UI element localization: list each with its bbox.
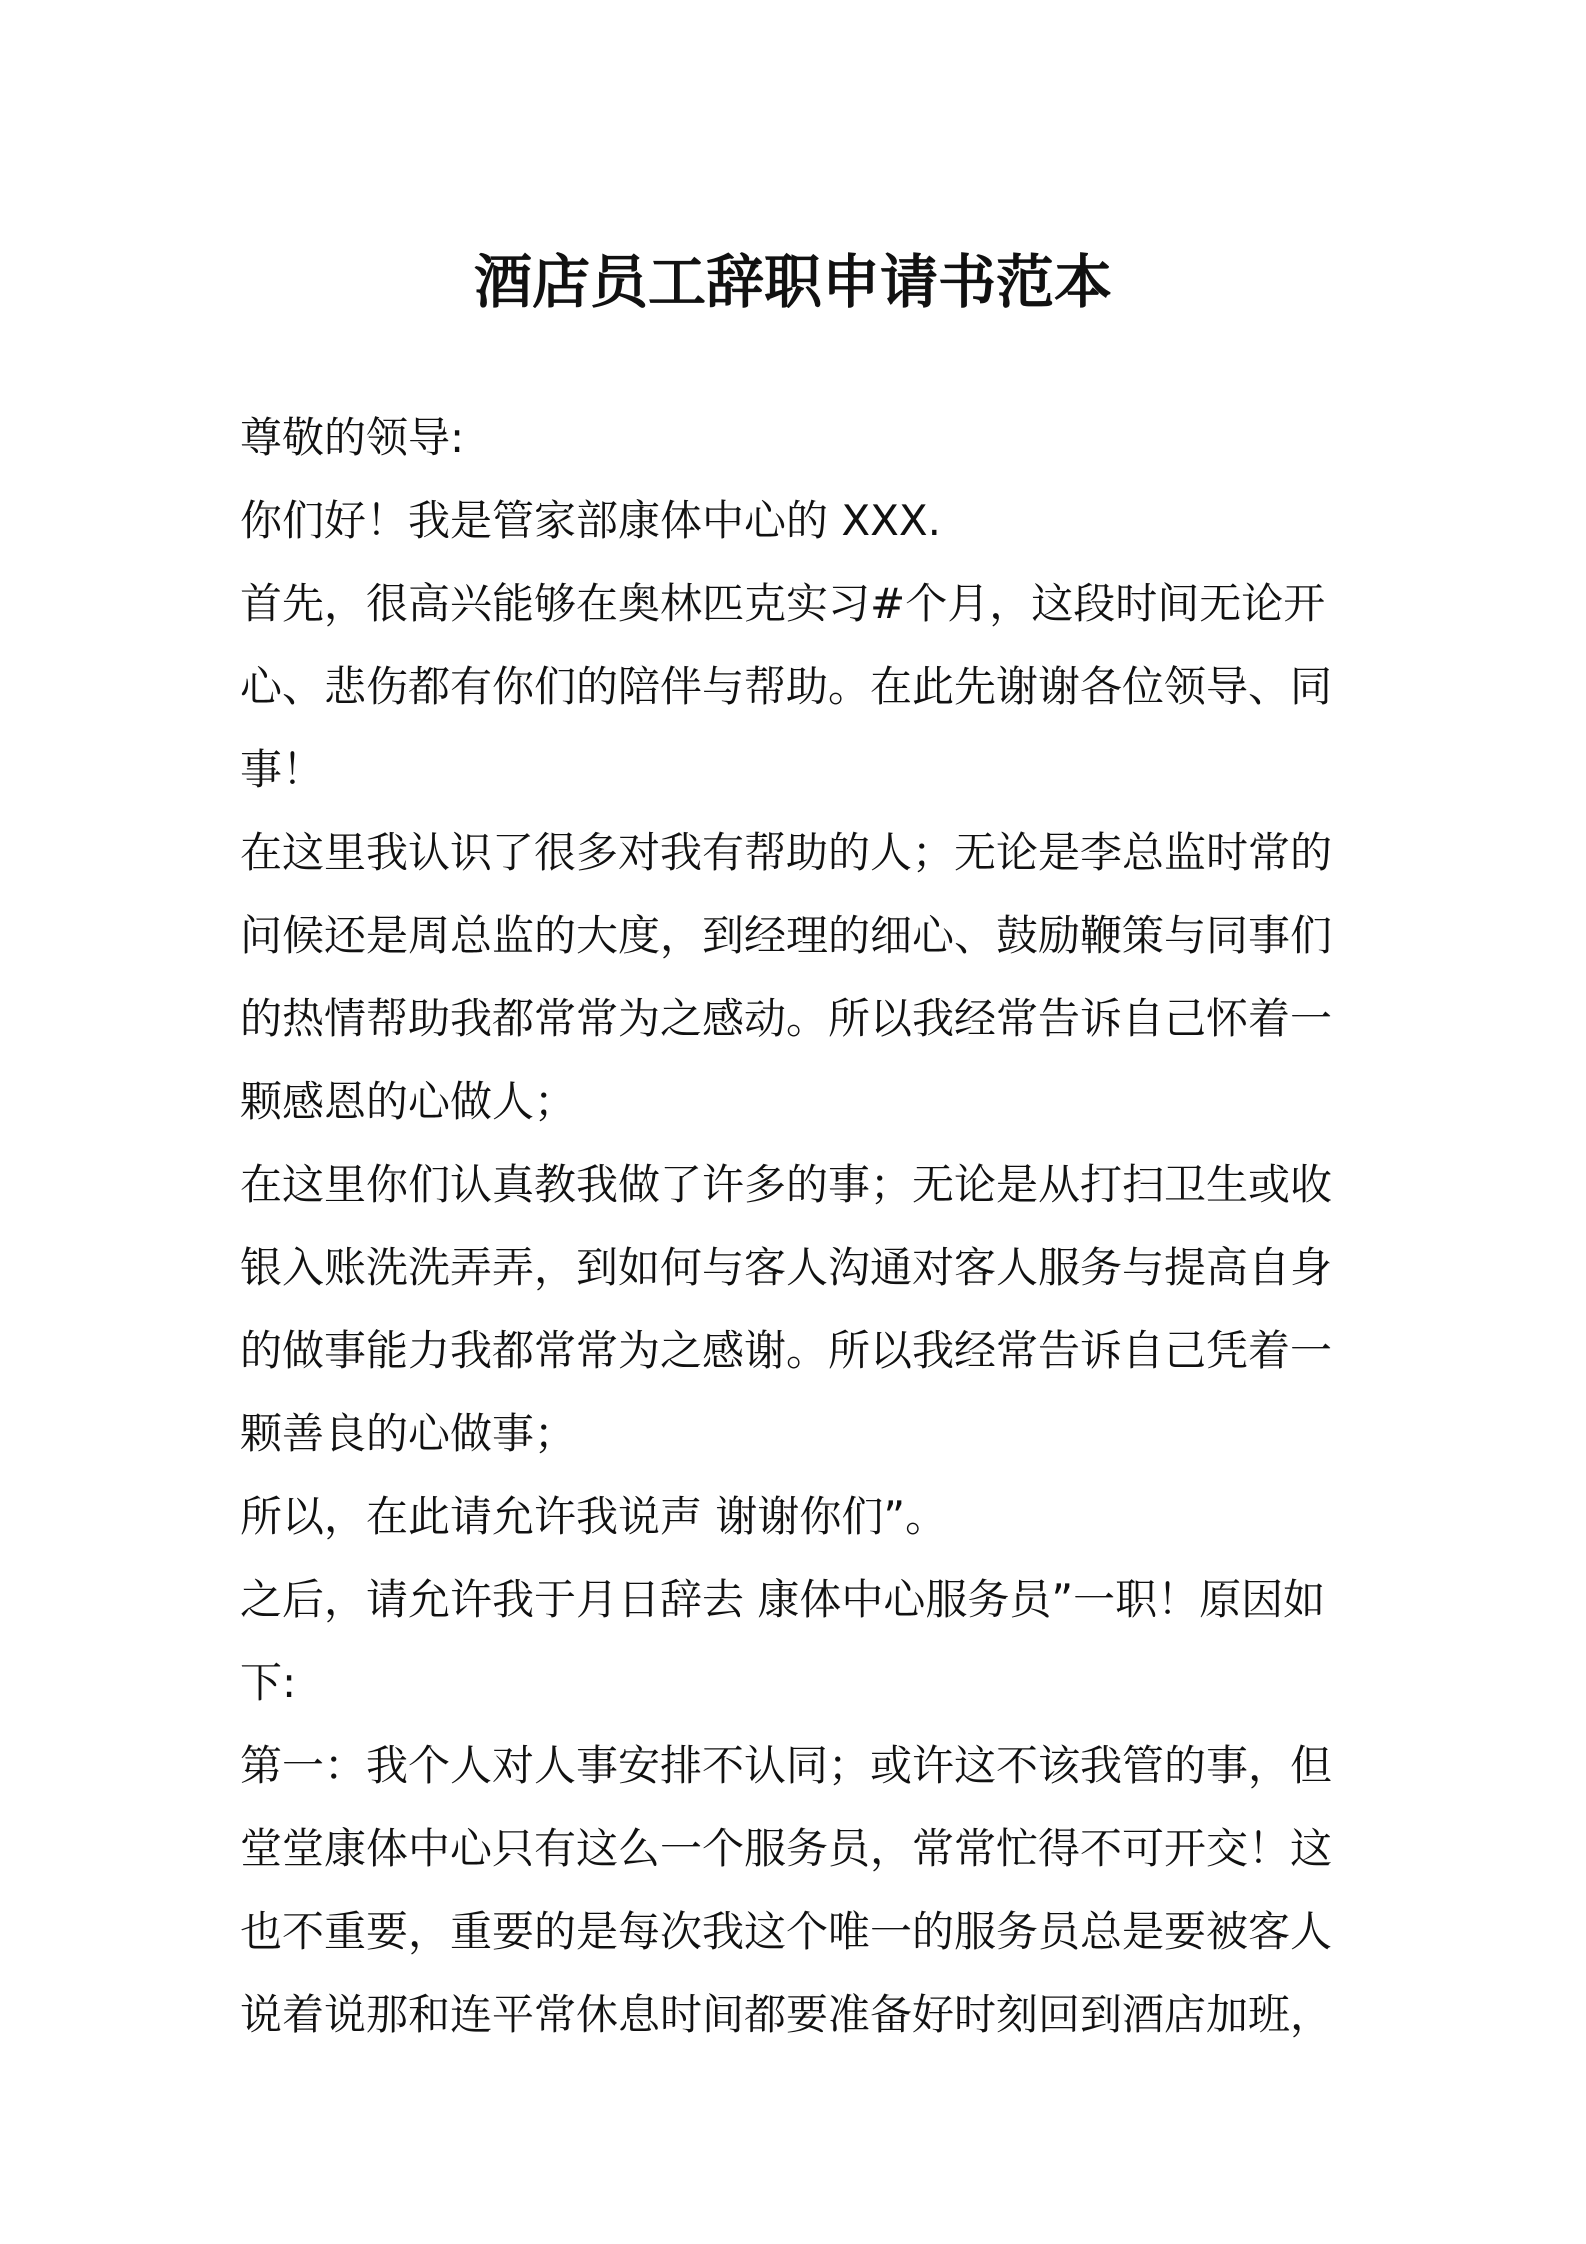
salutation-line: 尊敬的领导: [240, 413, 465, 462]
body-line: 首先，很高兴能够在奥林匹克实习#个月，这段时间无论开 [240, 579, 1326, 628]
document-title: 酒店员工辞职申请书范本 [473, 248, 1112, 316]
body-line: 问候还是周总监的大度，到经理的细心、鼓励鞭策与同事们 [240, 911, 1333, 960]
body-line: 在这里你们认真教我做了许多的事；无论是从打扫卫生或收 [240, 1160, 1333, 1209]
body-line: 银入账洗洗弄弄，到如何与客人沟通对客人服务与提高自身 [240, 1243, 1333, 1292]
body-line: 所以，在此请允许我说声 谢谢你们”。 [240, 1492, 948, 1541]
body-line: 心、悲伤都有你们的陪伴与帮助。在此先谢谢各位领导、同 [240, 662, 1333, 711]
body-line: 的做事能力我都常常为之感谢。所以我经常告诉自己凭着一 [240, 1326, 1333, 1375]
body-line: 颗感恩的心做人； [240, 1077, 577, 1126]
body-line: 也不重要，重要的是每次我这个唯一的服务员总是要被客人 [240, 1907, 1333, 1956]
body-line: 之后，请允许我于月日辞去 康体中心服务员”一职！原因如 [240, 1575, 1326, 1624]
body-line: 下: [240, 1658, 297, 1707]
body-line: 你们好！我是管家部康体中心的 XXX. [240, 496, 942, 545]
body-line: 在这里我认识了很多对我有帮助的人；无论是李总监时常的 [240, 828, 1333, 877]
body-line: 第一：我个人对人事安排不认同；或许这不该我管的事，但 [240, 1741, 1333, 1790]
body-line: 说着说那和连平常休息时间都要准备好时刻回到酒店加班， [240, 1990, 1333, 2039]
document-body [240, 396, 1360, 2056]
body-line: 的热情帮助我都常常为之感动。所以我经常告诉自己怀着一 [240, 994, 1333, 1043]
body-line: 颗善良的心做事； [240, 1409, 577, 1458]
body-line: 堂堂康体中心只有这么一个服务员，常常忙得不可开交！这 [240, 1824, 1333, 1873]
body-line: 事！ [240, 745, 325, 794]
